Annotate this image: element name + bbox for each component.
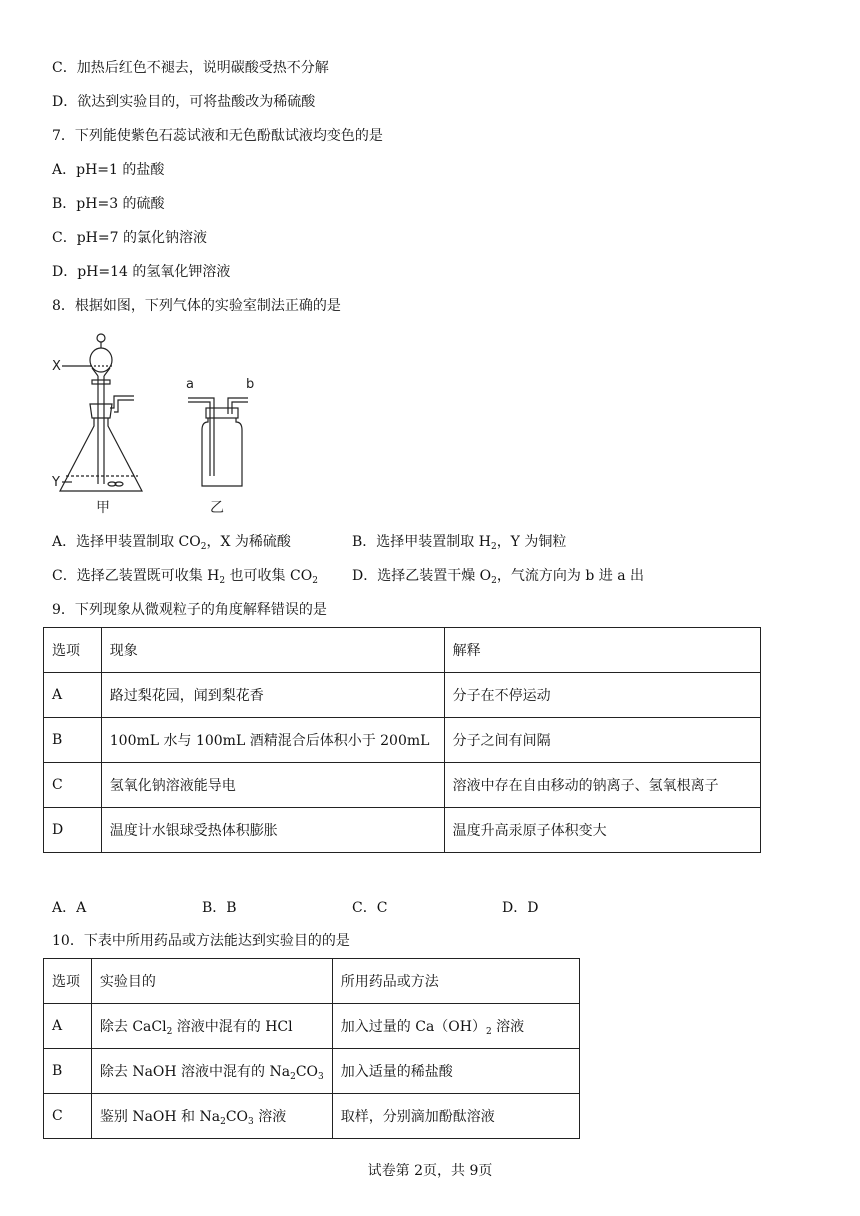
table-row <box>44 1004 580 1049</box>
table-cell: 除去 NaOH 溶液中混有的 $Na_2CO_3$ <box>91 1049 332 1094</box>
q7-option-c: C．pH=7 的氯化钠溶液 <box>52 230 207 246</box>
table-header-cell: 选项 <box>44 959 92 1004</box>
table-cell: 温度计水银球受热体积膨胀 <box>101 808 444 853</box>
table-cell: A <box>44 1004 92 1049</box>
q8-option-b: B．选择甲装置制取 $H_2$，Y 为铜粒 <box>352 534 567 552</box>
table-cell: C <box>44 763 102 808</box>
label-b: b <box>246 377 255 392</box>
table-cell: 路过梨花园，闻到梨花香 <box>101 673 444 718</box>
q7-option-b: B．pH=3 的硫酸 <box>52 196 165 212</box>
q8-stem: 8．根据如图，下列气体的实验室制法正确的是 <box>52 298 341 314</box>
table-cell: C <box>44 1094 92 1139</box>
q8-option-a: A．选择甲装置制取 $CO_2$，X 为稀硫酸 <box>52 534 291 552</box>
table-cell: 加入适量的稀盐酸 <box>332 1049 579 1094</box>
table-header-cell: 现象 <box>101 628 444 673</box>
caption-yi: 乙 <box>210 500 224 516</box>
table-header-row <box>44 959 580 1004</box>
q9-choice-a: A．A <box>52 900 87 916</box>
label-x: X <box>52 359 61 374</box>
table-cell: 鉴别 NaOH 和 $Na_2CO_3$ 溶液 <box>91 1094 332 1139</box>
table-cell: 温度升高汞原子体积变大 <box>444 808 760 853</box>
label-y: Y <box>52 475 60 490</box>
table-cell: 取样，分别滴加酚酞溶液 <box>332 1094 579 1139</box>
table-cell: D <box>44 808 102 853</box>
table-header-cell: 实验目的 <box>91 959 332 1004</box>
table-row <box>44 808 761 853</box>
caption-jia: 甲 <box>96 500 110 516</box>
table-cell: 溶液中存在自由移动的钠离子、氢氧根离子 <box>444 763 760 808</box>
label-a: a <box>186 377 194 392</box>
table-header-cell: 解释 <box>444 628 760 673</box>
table-cell: 氢氧化钠溶液能导电 <box>101 763 444 808</box>
table-cell: 100mL 水与 100mL 酒精混合后体积小于 200mL <box>101 718 444 763</box>
q10-stem: 10．下表中所用药品或方法能达到实验目的的是 <box>52 933 350 949</box>
q7-option-d: D．pH=14 的氢氧化钾溶液 <box>52 264 231 280</box>
q7-stem: 7．下列能使紫色石蕊试液和无色酚酞试液均变色的是 <box>52 128 383 144</box>
table-header-cell: 选项 <box>44 628 102 673</box>
q6-option-d: D．欲达到实验目的，可将盐酸改为稀硫酸 <box>52 94 316 110</box>
table-cell: A <box>44 673 102 718</box>
table-row <box>44 718 761 763</box>
table-row <box>44 1094 580 1139</box>
q9-choice-c: C．C <box>352 900 388 916</box>
apparatus-jia <box>60 334 142 491</box>
table-cell: B <box>44 718 102 763</box>
table-row <box>44 1049 580 1094</box>
table-header-row <box>44 628 761 673</box>
q9-table <box>43 627 761 853</box>
page-footer: 试卷第 2页，共 9页 <box>367 1163 493 1179</box>
q8-apparatus-figure <box>52 326 282 518</box>
q9-choice-b: B．B <box>202 900 237 916</box>
table-row <box>44 673 761 718</box>
table-cell: 分子之间有间隔 <box>444 718 760 763</box>
q8-option-d: D．选择乙装置干燥 $O_2$，气流方向为 b 进 a 出 <box>352 568 644 586</box>
q9-choice-d: D．D <box>502 900 539 916</box>
table-cell: B <box>44 1049 92 1094</box>
table-header-cell: 所用药品或方法 <box>332 959 579 1004</box>
table-cell: 分子在不停运动 <box>444 673 760 718</box>
table-row <box>44 763 761 808</box>
q9-stem: 9．下列现象从微观粒子的角度解释错误的是 <box>52 602 327 618</box>
q7-option-a: A．pH=1 的盐酸 <box>52 162 165 178</box>
q6-option-c: C．加热后红色不褪去，说明碳酸受热不分解 <box>52 60 329 76</box>
table-cell: 除去 CaCl$_2$ 溶液中混有的 HCl <box>91 1004 332 1049</box>
table-cell: 加入过量的 $Ca(OH)_2$ 溶液 <box>332 1004 579 1049</box>
q8-option-c: C．选择乙装置既可收集 $H_2$ 也可收集 $CO_2$ <box>52 568 318 586</box>
q10-table <box>43 958 580 1139</box>
apparatus-yi <box>188 398 248 486</box>
